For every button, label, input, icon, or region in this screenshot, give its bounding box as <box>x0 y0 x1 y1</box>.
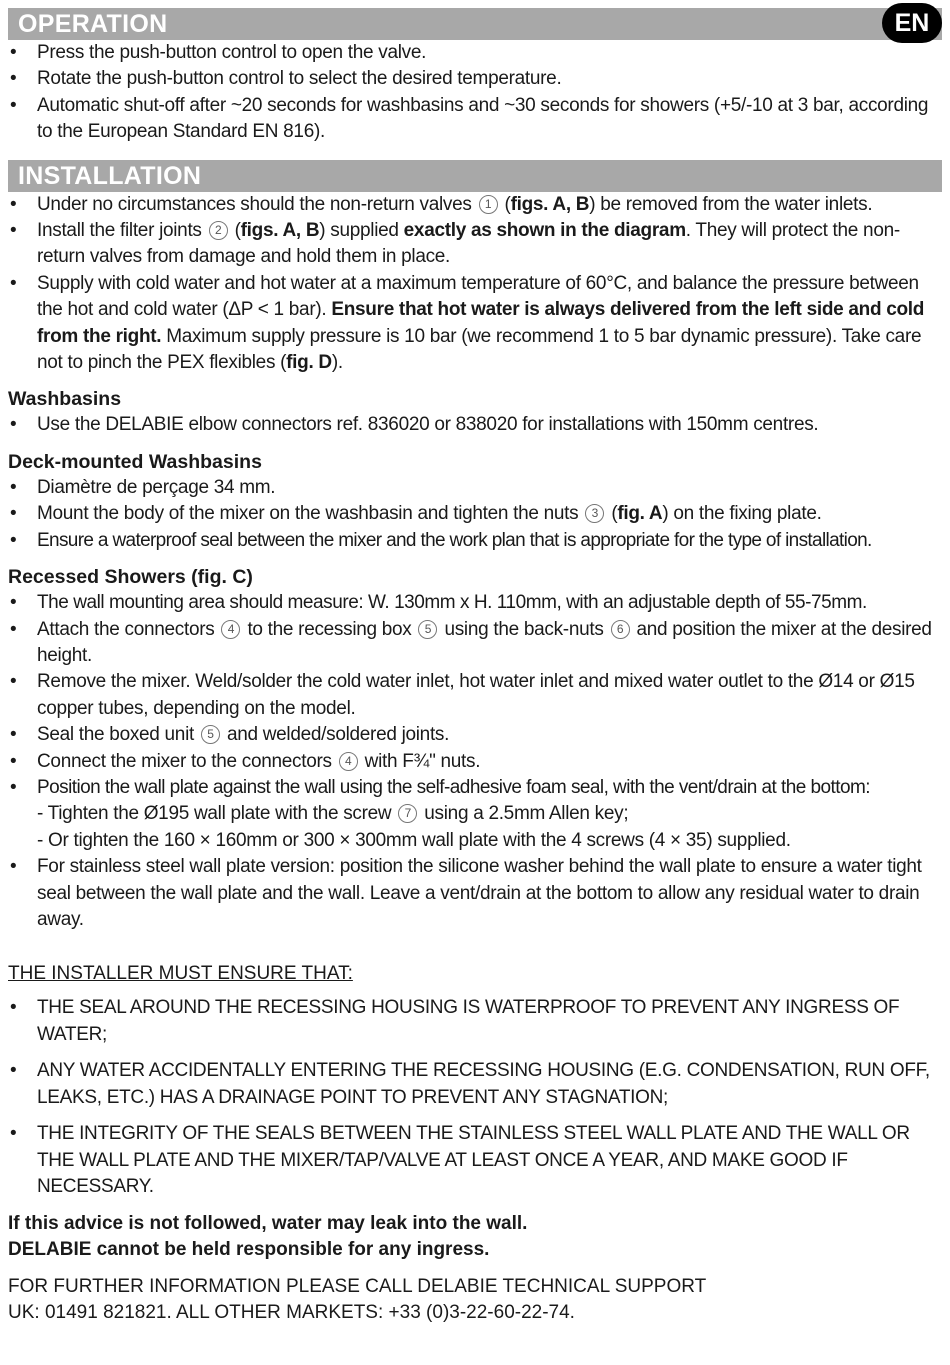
list-item: • Remove the mixer. Weld/solder the cold water inlet, hot water inlet and mixed water outlet to the Ø14 or Ø15 copper tubes, depending on the model. <box>8 669 942 722</box>
operation-list <box>8 40 942 146</box>
list-item: • Seal the boxed unit 5 and welded/soldered joints. <box>8 722 942 748</box>
warning-line-1: If this advice is not followed, water may leak into the wall. <box>8 1212 528 1234</box>
document-page <box>8 8 942 1327</box>
callout-number: 7 <box>398 804 417 823</box>
operation-title: OPERATION <box>18 10 168 38</box>
list-item: • THE SEAL AROUND THE RECESSING HOUSING IS WATERPROOF TO PREVENT ANY INGRESS OF WATER; <box>8 995 942 1048</box>
contact-line-2: UK: 01491 821821. ALL OTHER MARKETS: +33 (0)3-22-60-22-74. <box>8 1302 575 1324</box>
list-item: • Rotate the push-button control to select the desired temperature. <box>8 66 942 92</box>
installation-section-bar <box>8 160 942 192</box>
list-item: • Attach the connectors 4 to the recessing box 5 using the back-nuts 6 and position the mixer at the desired height. <box>8 617 942 670</box>
operation-section-bar <box>8 8 942 40</box>
washbasins-list <box>8 412 942 438</box>
list-item: • The wall mounting area should measure: W. 130mm x H. 110mm, with an adjustable depth of 55-75mm. <box>8 590 942 616</box>
list-item: • Supply with cold water and hot water at a maximum temperature of 60°C, and balance the pressure between the hot and cold water (ΔP < 1 bar). Ensure that hot water is always delivered from the left side and cold from the right. Maximum supply pressure is 10 bar (we recommend 1 to 5 bar dynamic pressure). Take care not to pinch the PEX flexibles (fig. D). <box>8 271 942 377</box>
language-badge: EN <box>882 3 942 43</box>
callout-number: 3 <box>585 504 604 523</box>
callout-number: 1 <box>479 195 498 214</box>
contact-info <box>8 1274 942 1327</box>
warning-line-2: DELABIE cannot be held responsible for any ingress. <box>8 1239 490 1261</box>
washbasins-heading: Washbasins <box>8 388 122 411</box>
recessed-showers-list <box>8 590 942 933</box>
list-item: • THE INTEGRITY OF THE SEALS BETWEEN THE STAINLESS STEEL WALL PLATE AND THE WALL OR THE WALL PLATE AND THE MIXER/TAP/VALVE AT LEAST ONCE A YEAR, AND MAKE GOOD IF NECESSARY. <box>8 1121 942 1201</box>
callout-number: 6 <box>611 620 630 639</box>
list-item: • Install the filter joints 2 (figs. A, B) supplied exactly as shown in the diagram. They will protect the non-return valves from damage and hold them in place. <box>8 218 942 271</box>
list-item: • For stainless steel wall plate version: position the silicone washer behind the wall plate to ensure a water tight seal between the wall plate and the wall. Leave a vent/drain at the bottom to allow any residual water to drain away. <box>8 854 942 933</box>
deck-mounted-list <box>8 475 942 554</box>
list-item: • Automatic shut-off after ~20 seconds for washbasins and ~30 seconds for showers (+5/-10 at 3 bar, according to the European Standard EN 816). <box>8 93 942 146</box>
list-item: • Diamètre de perçage 34 mm. <box>8 475 942 501</box>
installer-list <box>8 995 942 1201</box>
list-item: • Mount the body of the mixer on the washbasin and tighten the nuts 3 (fig. A) on the fixing plate. <box>8 501 942 527</box>
callout-number: 4 <box>339 752 358 771</box>
list-item: • Ensure a waterproof seal between the mixer and the work plan that is appropriate for the type of installation. <box>8 528 942 554</box>
recessed-showers-heading: Recessed Showers (fig. C) <box>8 566 253 589</box>
callout-number: 4 <box>221 620 240 639</box>
list-item: • Connect the mixer to the connectors 4 with F¾" nuts. <box>8 749 942 775</box>
callout-number: 5 <box>418 620 437 639</box>
list-item: • ANY WATER ACCIDENTALLY ENTERING THE RECESSING HOUSING (E.G. CONDENSATION, RUN OFF, LEAKS, ETC.) HAS A DRAINAGE POINT TO PREVENT ANY STAGNATION; <box>8 1058 942 1111</box>
list-item: • Under no circumstances should the non-return valves 1 (figs. A, B) be removed from the water inlets. <box>8 192 942 218</box>
installation-title: INSTALLATION <box>18 161 202 190</box>
callout-number: 5 <box>201 725 220 744</box>
callout-number: 2 <box>209 221 228 240</box>
installation-list <box>8 192 942 377</box>
list-item: • Press the push-button control to open the valve. <box>8 40 942 66</box>
deck-mounted-heading: Deck-mounted Washbasins <box>8 450 262 473</box>
installer-heading: THE INSTALLER MUST ENSURE THAT: <box>8 963 353 985</box>
list-item: • Use the DELABIE elbow connectors ref. 836020 or 838020 for installations with 150mm centres. <box>8 412 942 438</box>
contact-line-1: FOR FURTHER INFORMATION PLEASE CALL DELABIE TECHNICAL SUPPORT <box>8 1275 707 1297</box>
list-item: • Position the wall plate against the wall using the self-adhesive foam seal, with the vent/drain at the bottom: - Tighten the Ø195 wall plate with the screw 7 using a 2.5mm Allen key; - Or tighten the 160 × 160mm or 300 × 300mm wall plate with the 4 screws (4 × 35) supplied. <box>8 775 942 854</box>
